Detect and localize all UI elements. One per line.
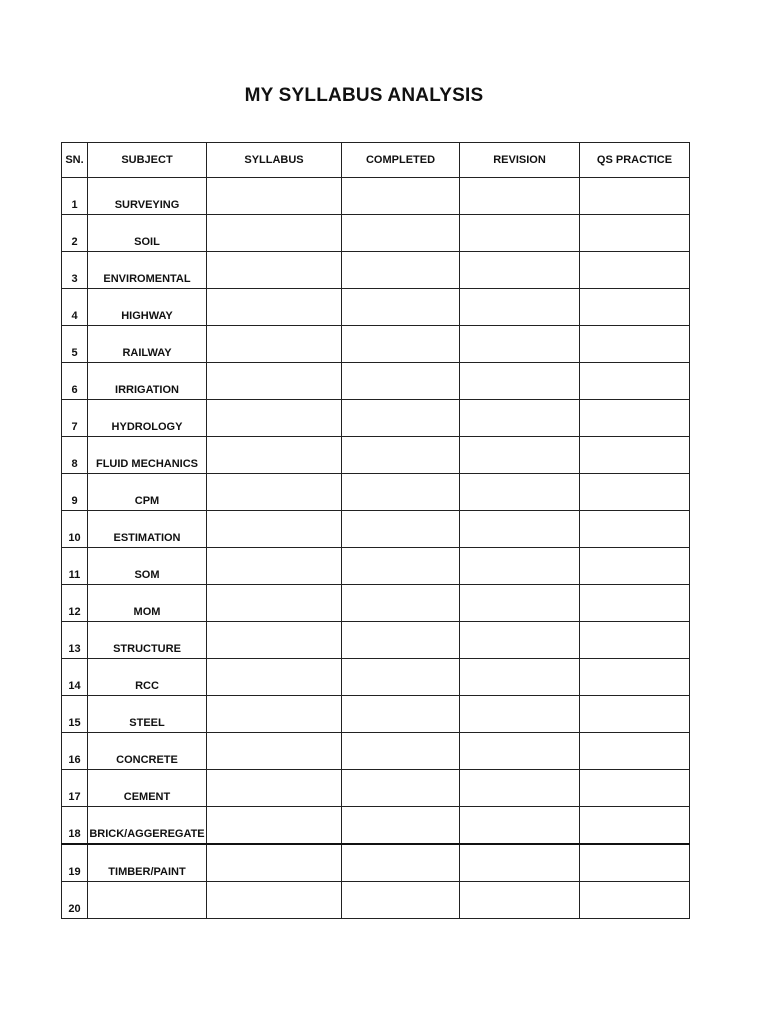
table-row <box>62 659 690 696</box>
subject-cell: RCC <box>88 659 207 696</box>
table-row <box>62 807 690 845</box>
table-row <box>62 326 690 363</box>
syllabus-cell <box>207 696 342 733</box>
syllabus-cell <box>207 400 342 437</box>
syllabus-cell <box>207 474 342 511</box>
table-row <box>62 215 690 252</box>
subject-cell <box>88 882 207 919</box>
header-row <box>62 143 690 178</box>
qs-practice-cell <box>580 363 690 400</box>
completed-cell <box>342 252 460 289</box>
subject-cell: HYDROLOGY <box>88 400 207 437</box>
column-header-sn: SN. <box>62 143 88 178</box>
completed-cell <box>342 548 460 585</box>
qs-practice-cell <box>580 215 690 252</box>
revision-cell <box>460 474 580 511</box>
sn-cell: 2 <box>62 215 88 252</box>
syllabus-cell <box>207 770 342 807</box>
revision-cell <box>460 215 580 252</box>
syllabus-cell <box>207 882 342 919</box>
qs-practice-cell <box>580 400 690 437</box>
column-header-qs-practice: QS PRACTICE <box>580 143 690 178</box>
page-title: MY SYLLABUS ANALYSIS <box>244 85 484 106</box>
qs-practice-cell <box>580 178 690 215</box>
table-row <box>62 882 690 919</box>
table-row <box>62 252 690 289</box>
sn-cell: 7 <box>62 400 88 437</box>
table-row <box>62 733 690 770</box>
revision-cell <box>460 548 580 585</box>
completed-cell <box>342 807 460 845</box>
syllabus-cell <box>207 844 342 882</box>
syllabus-cell <box>207 252 342 289</box>
completed-cell <box>342 326 460 363</box>
syllabus-cell <box>207 511 342 548</box>
subject-cell: ESTIMATION <box>88 511 207 548</box>
subject-cell: IRRIGATION <box>88 363 207 400</box>
subject-cell: STRUCTURE <box>88 622 207 659</box>
syllabus-cell <box>207 622 342 659</box>
revision-cell <box>460 437 580 474</box>
sn-cell: 9 <box>62 474 88 511</box>
qs-practice-cell <box>580 511 690 548</box>
qs-practice-cell <box>580 807 690 845</box>
table-row <box>62 585 690 622</box>
table-row <box>62 474 690 511</box>
revision-cell <box>460 511 580 548</box>
subject-cell: SURVEYING <box>88 178 207 215</box>
subject-cell: TIMBER/PAINT <box>88 844 207 882</box>
table-row <box>62 511 690 548</box>
subject-cell: CPM <box>88 474 207 511</box>
sn-cell: 5 <box>62 326 88 363</box>
revision-cell <box>460 289 580 326</box>
revision-cell <box>460 659 580 696</box>
sn-cell: 10 <box>62 511 88 548</box>
syllabus-cell <box>207 326 342 363</box>
sn-cell: 12 <box>62 585 88 622</box>
syllabus-cell <box>207 363 342 400</box>
subject-cell: SOM <box>88 548 207 585</box>
sn-cell: 14 <box>62 659 88 696</box>
qs-practice-cell <box>580 770 690 807</box>
syllabus-cell <box>207 807 342 845</box>
syllabus-cell <box>207 437 342 474</box>
qs-practice-cell <box>580 844 690 882</box>
completed-cell <box>342 289 460 326</box>
qs-practice-cell <box>580 252 690 289</box>
table-row <box>62 844 690 882</box>
column-header-syllabus: SYLLABUS <box>207 143 342 178</box>
syllabus-cell <box>207 585 342 622</box>
revision-cell <box>460 770 580 807</box>
qs-practice-cell <box>580 326 690 363</box>
sn-cell: 16 <box>62 733 88 770</box>
subject-cell: SOIL <box>88 215 207 252</box>
table-row <box>62 548 690 585</box>
syllabus-cell <box>207 178 342 215</box>
subject-cell: RAILWAY <box>88 326 207 363</box>
column-header-completed: COMPLETED <box>342 143 460 178</box>
subject-cell: STEEL <box>88 696 207 733</box>
completed-cell <box>342 178 460 215</box>
sn-cell: 17 <box>62 770 88 807</box>
sn-cell: 6 <box>62 363 88 400</box>
qs-practice-cell <box>580 882 690 919</box>
revision-cell <box>460 252 580 289</box>
syllabus-cell <box>207 659 342 696</box>
table-row <box>62 696 690 733</box>
completed-cell <box>342 622 460 659</box>
qs-practice-cell <box>580 696 690 733</box>
subject-cell: CONCRETE <box>88 733 207 770</box>
completed-cell <box>342 474 460 511</box>
revision-cell <box>460 326 580 363</box>
table-row <box>62 178 690 215</box>
completed-cell <box>342 585 460 622</box>
completed-cell <box>342 733 460 770</box>
completed-cell <box>342 400 460 437</box>
subject-cell: FLUID MECHANICS <box>88 437 207 474</box>
subject-cell: ENVIROMENTAL <box>88 252 207 289</box>
qs-practice-cell <box>580 659 690 696</box>
syllabus-cell <box>207 733 342 770</box>
syllabus-cell <box>207 215 342 252</box>
revision-cell <box>460 882 580 919</box>
syllabus-cell <box>207 548 342 585</box>
sn-cell: 8 <box>62 437 88 474</box>
revision-cell <box>460 363 580 400</box>
revision-cell <box>460 622 580 659</box>
subject-cell: BRICK/AGGEREGATE <box>88 807 207 845</box>
revision-cell <box>460 178 580 215</box>
table-row <box>62 770 690 807</box>
revision-cell <box>460 400 580 437</box>
table-row <box>62 622 690 659</box>
revision-cell <box>460 733 580 770</box>
revision-cell <box>460 585 580 622</box>
sn-cell: 4 <box>62 289 88 326</box>
column-header-revision: REVISION <box>460 143 580 178</box>
qs-practice-cell <box>580 622 690 659</box>
subject-cell: MOM <box>88 585 207 622</box>
syllabus-table <box>61 142 690 919</box>
completed-cell <box>342 844 460 882</box>
table-row <box>62 363 690 400</box>
qs-practice-cell <box>580 548 690 585</box>
qs-practice-cell <box>580 585 690 622</box>
completed-cell <box>342 511 460 548</box>
completed-cell <box>342 215 460 252</box>
revision-cell <box>460 844 580 882</box>
sn-cell: 19 <box>62 844 88 882</box>
completed-cell <box>342 770 460 807</box>
table-row <box>62 400 690 437</box>
qs-practice-cell <box>580 733 690 770</box>
completed-cell <box>342 363 460 400</box>
sn-cell: 18 <box>62 807 88 845</box>
table-row <box>62 289 690 326</box>
sn-cell: 3 <box>62 252 88 289</box>
completed-cell <box>342 437 460 474</box>
sn-cell: 1 <box>62 178 88 215</box>
qs-practice-cell <box>580 437 690 474</box>
revision-cell <box>460 696 580 733</box>
sn-cell: 15 <box>62 696 88 733</box>
qs-practice-cell <box>580 474 690 511</box>
sn-cell: 13 <box>62 622 88 659</box>
completed-cell <box>342 882 460 919</box>
completed-cell <box>342 696 460 733</box>
completed-cell <box>342 659 460 696</box>
column-header-subject: SUBJECT <box>88 143 207 178</box>
sn-cell: 11 <box>62 548 88 585</box>
syllabus-cell <box>207 289 342 326</box>
subject-cell: CEMENT <box>88 770 207 807</box>
subject-cell: HIGHWAY <box>88 289 207 326</box>
qs-practice-cell <box>580 289 690 326</box>
sn-cell: 20 <box>62 882 88 919</box>
revision-cell <box>460 807 580 845</box>
table-row <box>62 437 690 474</box>
